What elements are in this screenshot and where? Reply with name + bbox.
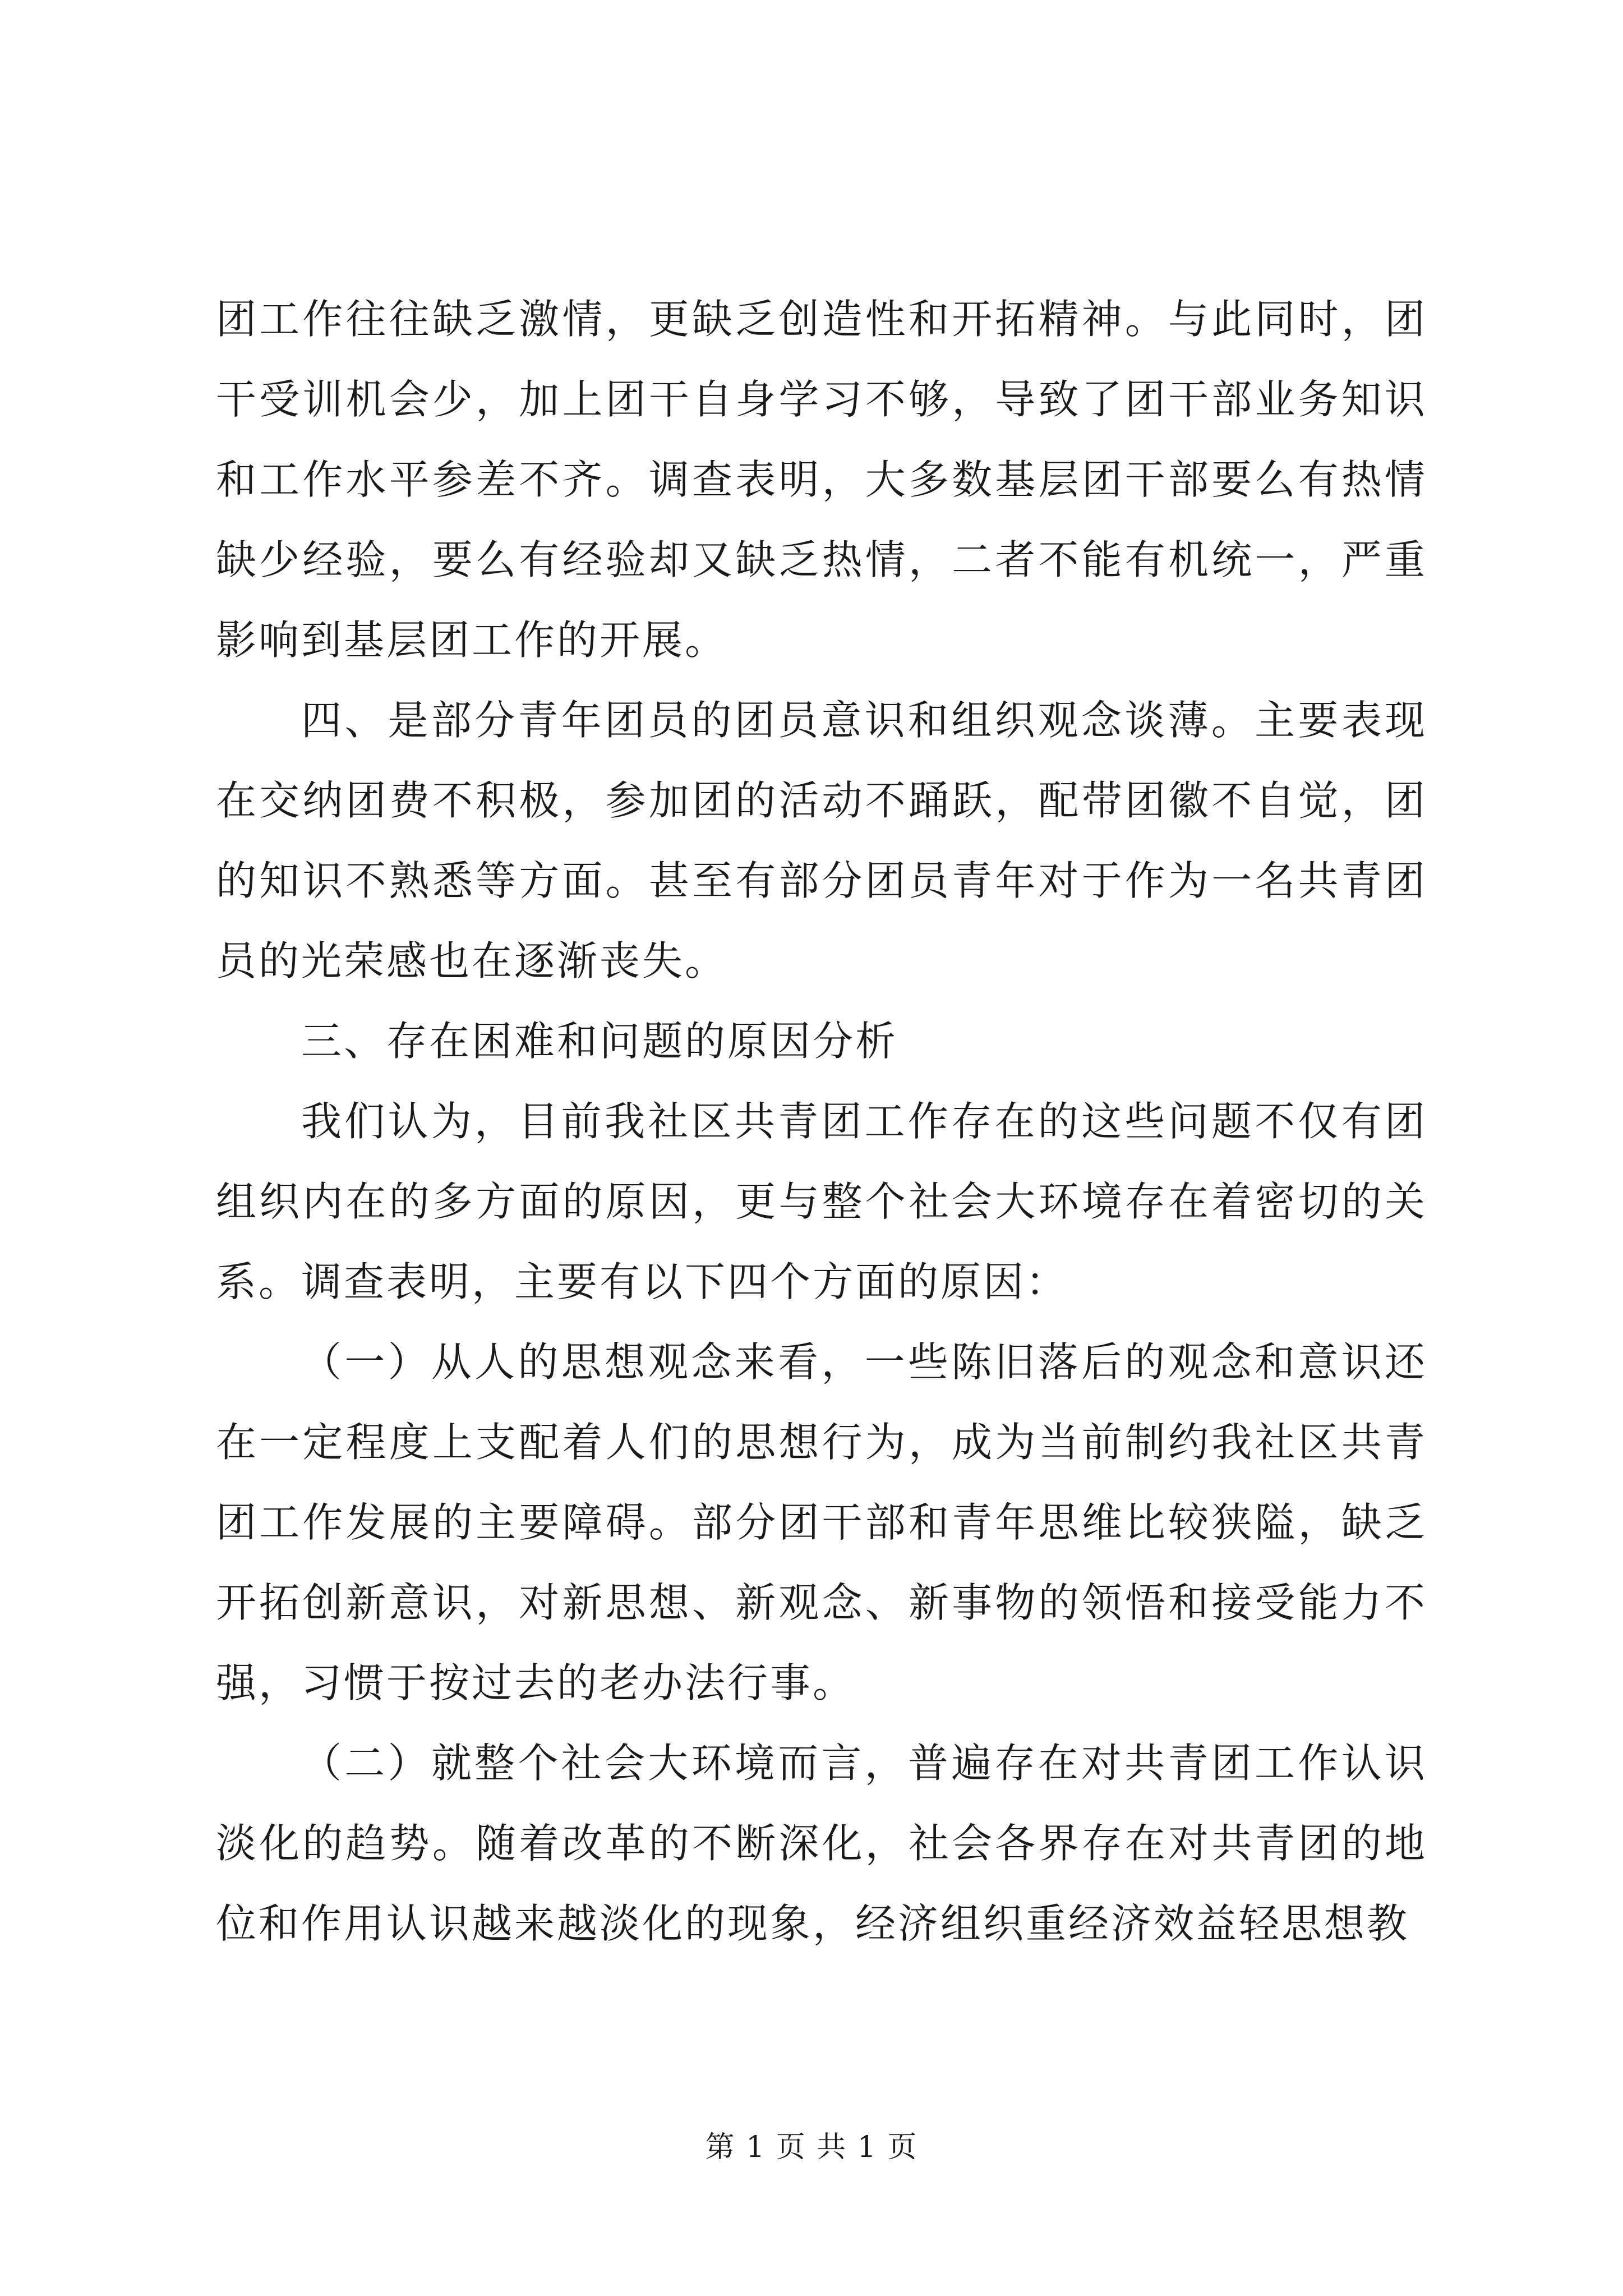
body-paragraph-5: （一）从人的思想观念来看，一些陈旧落后的观念和意识还在一定程度上支配着人们的思想行为，成为当前制约我社区共青团工作发展的主要障碍。部分团干部和青年思维比较狭隘，缺乏开拓创新意识，对新思想、新观念、新事物的领悟和接受能力不强，习惯于按过去的老办法行事。 (216, 1338, 1427, 1706)
body-paragraph-4: 我们认为，目前我社区共青团工作存在的这些问题不仅有团组织内在的多方面的原因，更与整个社会大环境存在着密切的关系。调查表明，主要有以下四个方面的原因： (216, 1098, 1427, 1305)
body-paragraph-2: 四、是部分青年团员的团员意识和组织观念谈薄。主要表现在交纳团费不积极，参加团的活动不踊跃，配带团徽不自觉，团的知识不熟悉等方面。甚至有部分团员青年对于作为一名共青团员的光荣感也在逐渐丧失。 (216, 697, 1427, 984)
section-heading: 三、存在困难和问题的原因分析 (301, 1018, 898, 1065)
body-paragraph-6: （二）就整个社会大环境而言，普遍存在对共青团工作认识淡化的趋势。随着改革的不断深化，社会各界存在对共青团的地位和作用认识越来越淡化的现象，经济组织重经济效益轻思想教 (216, 1740, 1427, 1947)
page-footer: 第 1 页 共 1 页 (705, 2131, 918, 2164)
document-body (216, 279, 1427, 1964)
body-paragraph-1: 团工作往往缺乏激情，更缺乏创造性和开拓精神。与此同时，团干受训机会少，加上团干自身学习不够，导致了团干部业务知识和工作水平参差不齐。调查表明，大多数基层团干部要么有热情缺少经验，要么有经验却又缺乏热情，二者不能有机统一，严重影响到基层团工作的开展。 (216, 296, 1427, 664)
